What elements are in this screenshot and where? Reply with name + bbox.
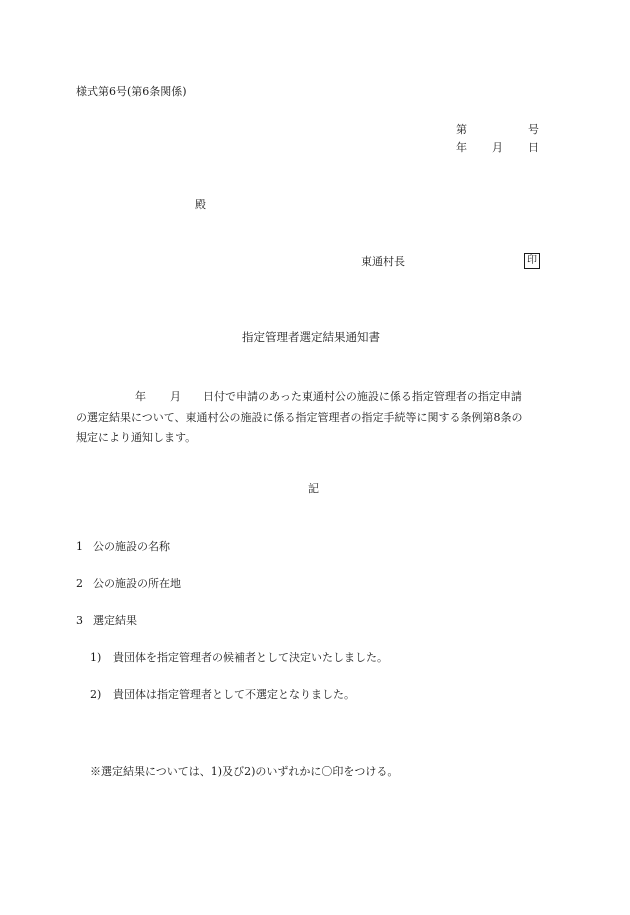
addressee-suffix: 殿	[195, 198, 206, 211]
ki-heading: 記	[308, 482, 319, 495]
sender-name: 東通村長	[361, 255, 405, 268]
option-1-number: 1)	[90, 651, 102, 664]
selection-note: ※選定結果については、1)及び2)のいずれかに〇印をつける。	[90, 765, 399, 778]
body-line-1	[76, 387, 554, 408]
date-year: 年	[456, 141, 467, 154]
body-line-1-text: 日付で申請のあった東通村公の施設に係る指定管理者の指定申請	[203, 390, 522, 403]
date-day: 日	[528, 141, 539, 154]
document-number-suffix: 号	[528, 123, 539, 136]
item-2-label: 公の施設の所在地	[93, 577, 181, 590]
document-number-prefix: 第	[456, 123, 467, 136]
date-month: 月	[492, 141, 503, 154]
document-title: 指定管理者選定結果通知書	[242, 330, 380, 344]
item-3-label: 選定結果	[93, 614, 137, 627]
option-2-text: 貴団体は指定管理者として不選定となりました。	[113, 688, 355, 701]
seal-mark: 印	[524, 253, 540, 269]
body-line-3: 規定により通知します。	[76, 431, 197, 444]
item-3-number: 3	[76, 614, 83, 627]
item-1-label: 公の施設の名称	[93, 540, 170, 553]
item-1-number: 1	[76, 540, 83, 553]
item-2-number: 2	[76, 577, 83, 590]
body-month: 月	[170, 390, 181, 403]
option-1-text: 貴団体を指定管理者の候補者として決定いたしました。	[113, 651, 388, 664]
body-paragraph	[76, 387, 554, 449]
form-label: 様式第6号(第6条関係)	[76, 85, 187, 98]
body-year: 年	[135, 390, 146, 403]
body-line-2: の選定結果について、東通村公の施設に係る指定管理者の指定手続等に関する条例第8条の	[76, 410, 523, 424]
option-2-number: 2)	[90, 688, 102, 701]
